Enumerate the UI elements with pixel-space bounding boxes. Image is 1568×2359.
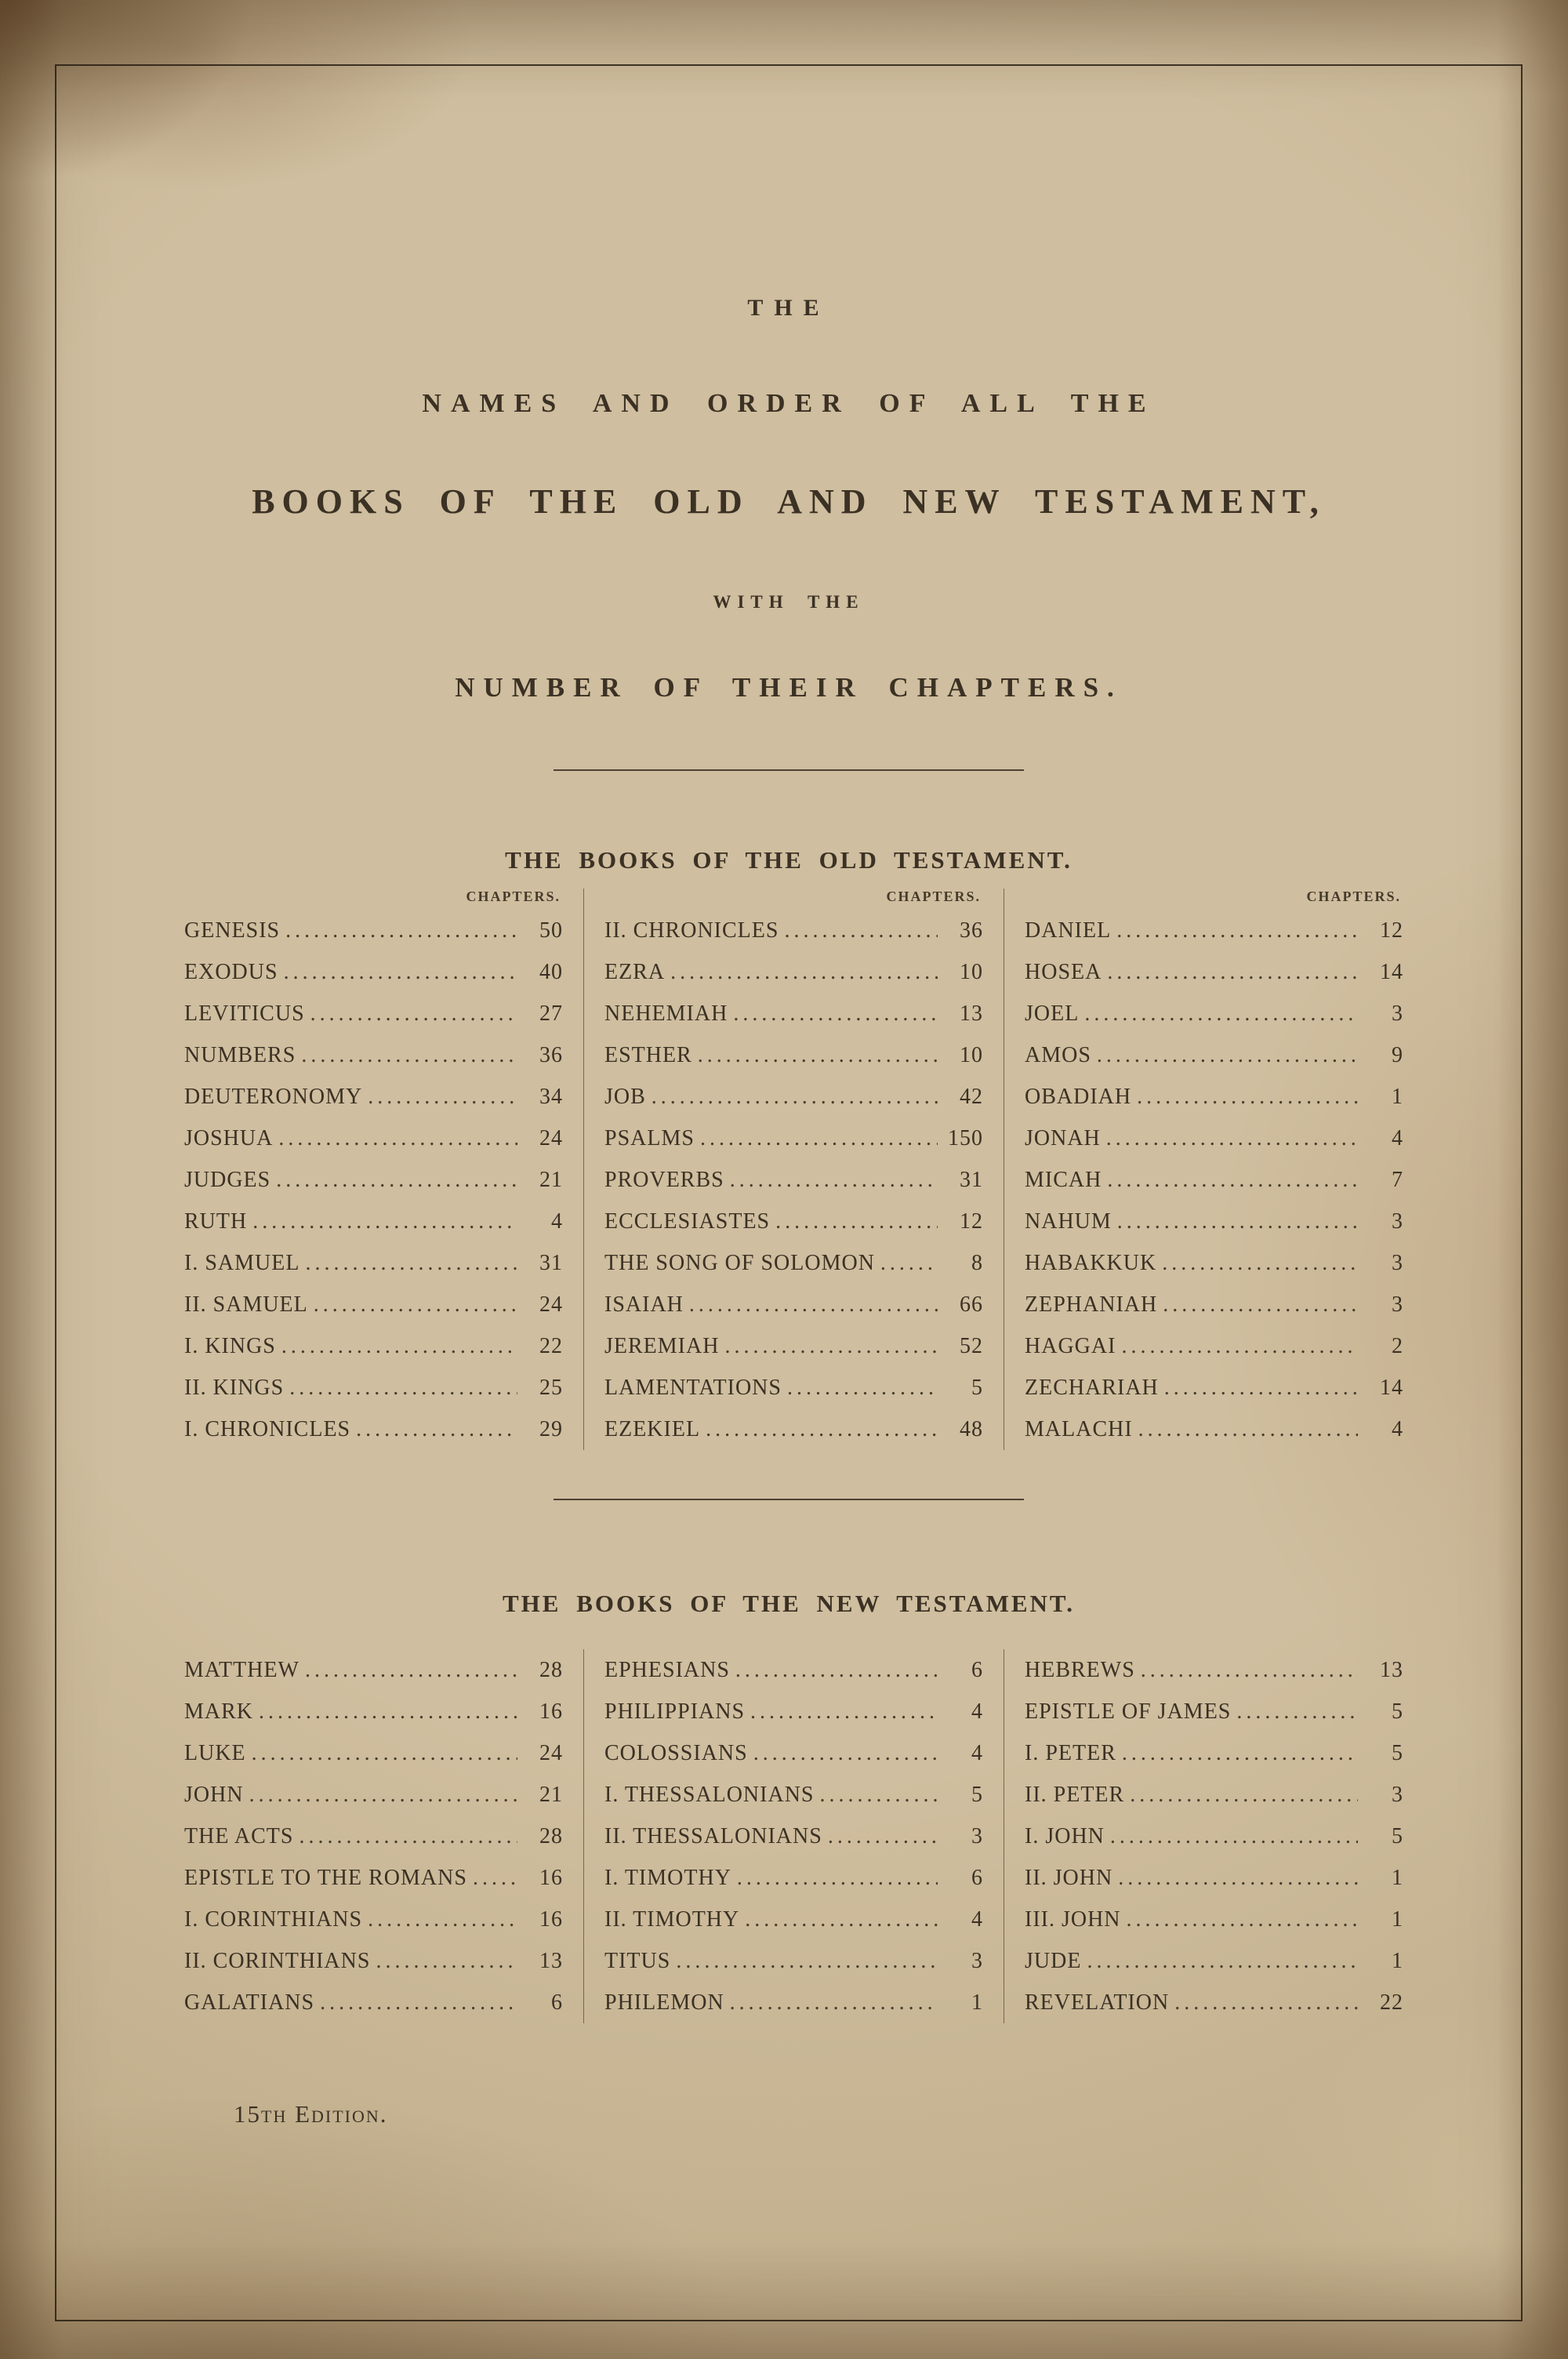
chapter-count: 22 (1380, 1990, 1403, 2015)
book-entry (1025, 1899, 1403, 1940)
dot-leader (1162, 1242, 1358, 1284)
dot-leader (1084, 993, 1358, 1034)
chapter-count: 10 (960, 960, 983, 984)
ot-column-1 (184, 889, 583, 1450)
book-name: LUKE (184, 1741, 246, 1765)
dot-leader (733, 993, 938, 1034)
dot-leader (259, 1691, 517, 1732)
title-line-names: NAMES AND ORDER OF ALL THE (422, 389, 1156, 418)
chapter-count: 5 (971, 1783, 983, 1807)
book-entry (604, 1076, 983, 1118)
new-testament-heading: THE BOOKS OF THE NEW TESTAMENT. (502, 1590, 1076, 1617)
dot-leader (252, 1201, 517, 1242)
new-testament-table (184, 1649, 1403, 2023)
chapter-count: 6 (971, 1866, 983, 1890)
book-name: NAHUM (1025, 1209, 1112, 1234)
book-entry (1025, 993, 1403, 1034)
book-entry (1025, 1284, 1403, 1325)
book-name: COLOSSIANS (604, 1741, 748, 1765)
dot-leader (775, 1201, 938, 1242)
book-entry (1025, 1774, 1403, 1816)
book-name: MATTHEW (184, 1658, 299, 1682)
book-name: II. THESSALONIANS (604, 1824, 822, 1848)
divider-rule-middle (554, 1499, 1024, 1500)
book-entry (184, 1159, 563, 1201)
book-entry (604, 1242, 983, 1284)
dot-leader (1110, 1816, 1358, 1857)
book-entry (184, 910, 563, 951)
book-name: MALACHI (1025, 1417, 1133, 1441)
dot-leader (670, 951, 938, 993)
book-entry (604, 993, 983, 1034)
book-entry (1025, 1857, 1403, 1899)
dot-leader (1121, 1325, 1358, 1367)
book-name: MICAH (1025, 1168, 1102, 1192)
chapter-count: 36 (539, 1043, 563, 1067)
ot-book-list-3 (1025, 910, 1403, 1450)
dot-leader (1127, 1899, 1358, 1940)
chapter-count: 4 (971, 1741, 983, 1765)
book-entry (604, 1034, 983, 1076)
chapter-count: 21 (539, 1168, 563, 1192)
chapter-count: 3 (971, 1824, 983, 1848)
chapter-count: 14 (1380, 1376, 1403, 1400)
book-entry (184, 1034, 563, 1076)
book-entry (604, 1325, 983, 1367)
dot-leader (750, 1691, 938, 1732)
nt-column-3 (1004, 1649, 1403, 2023)
book-name: II. KINGS (184, 1376, 285, 1400)
dot-leader (284, 951, 517, 993)
nt-book-list-3 (1025, 1649, 1403, 2023)
dot-leader (376, 1940, 517, 1982)
book-name: AMOS (1025, 1043, 1091, 1067)
book-name: I. TIMOTHY (604, 1866, 731, 1890)
book-name: RUTH (184, 1209, 248, 1234)
book-entry (604, 1940, 983, 1982)
book-entry (604, 1732, 983, 1774)
book-entry (604, 1159, 983, 1201)
book-entry (184, 1691, 563, 1732)
book-name: ECCLESIASTES (604, 1209, 771, 1234)
dot-leader (700, 1118, 938, 1159)
nt-column-2 (583, 1649, 1004, 2023)
chapter-count: 28 (539, 1824, 563, 1848)
book-entry (184, 1118, 563, 1159)
chapter-count: 6 (971, 1658, 983, 1682)
book-entry (604, 1649, 983, 1691)
dot-leader (1138, 1408, 1358, 1450)
chapter-count: 52 (960, 1334, 983, 1358)
chapter-count: 3 (1392, 1783, 1403, 1807)
book-entry (1025, 1691, 1403, 1732)
dot-leader (1117, 1201, 1358, 1242)
chapter-count: 9 (1392, 1043, 1403, 1067)
book-name: LEVITICUS (184, 1001, 305, 1026)
dot-leader (735, 1649, 938, 1691)
book-name: DEUTERONOMY (184, 1085, 363, 1109)
book-name: PROVERBS (604, 1168, 724, 1192)
dot-leader (252, 1732, 517, 1774)
title-line-the: THE (747, 295, 830, 321)
dot-leader (706, 1408, 938, 1450)
book-name: HEBREWS (1025, 1658, 1135, 1682)
dot-leader (698, 1034, 938, 1076)
dot-leader (1141, 1649, 1358, 1691)
book-entry (184, 1408, 563, 1450)
book-entry (1025, 1732, 1403, 1774)
chapter-count: 5 (1392, 1824, 1403, 1848)
book-entry (1025, 1408, 1403, 1450)
chapter-count: 1 (1392, 1866, 1403, 1890)
book-entry (604, 951, 983, 993)
chapter-count: 3 (1392, 1001, 1403, 1026)
book-name: EPISTLE TO THE ROMANS (184, 1866, 467, 1890)
title-line-books: BOOKS OF THE OLD AND NEW TESTAMENT, (252, 482, 1326, 521)
dot-leader (1118, 1857, 1358, 1899)
book-name: II. TIMOTHY (604, 1907, 740, 1932)
dot-leader (820, 1774, 938, 1816)
chapter-count: 12 (960, 1209, 983, 1234)
chapter-count: 24 (539, 1126, 563, 1150)
chapter-count: 16 (539, 1907, 563, 1932)
dot-leader (730, 1159, 938, 1201)
book-entry (184, 1325, 563, 1367)
chapter-count: 4 (1392, 1126, 1403, 1150)
book-entry (184, 1940, 563, 1982)
chapter-count: 16 (539, 1699, 563, 1724)
dot-leader (281, 1325, 517, 1367)
book-entry (604, 1367, 983, 1408)
title-line-chapters: NUMBER OF THEIR CHAPTERS. (455, 672, 1123, 703)
book-name: GALATIANS (184, 1990, 315, 2015)
book-name: ZECHARIAH (1025, 1376, 1159, 1400)
book-entry (184, 1201, 563, 1242)
book-name: GENESIS (184, 918, 281, 943)
book-entry (184, 1284, 563, 1325)
book-entry (184, 1649, 563, 1691)
book-name: NEHEMIAH (604, 1001, 728, 1026)
book-name: REVELATION (1025, 1990, 1170, 2015)
book-name: ESTHER (604, 1043, 692, 1067)
chapter-count: 1 (1392, 1949, 1403, 1973)
chapter-count: 21 (539, 1783, 563, 1807)
dot-leader (689, 1284, 938, 1325)
chapter-count: 4 (971, 1699, 983, 1724)
dot-leader (356, 1408, 517, 1450)
title-line-with-the: WITH THE (713, 592, 865, 612)
chapter-count: 24 (539, 1741, 563, 1765)
chapter-count: 8 (971, 1251, 983, 1275)
old-testament-table (184, 889, 1403, 1450)
book-entry (1025, 1159, 1403, 1201)
dot-leader (1236, 1691, 1358, 1732)
dot-leader (1122, 1732, 1358, 1774)
book-name: JOHN (184, 1783, 244, 1807)
dot-leader (320, 1982, 517, 2023)
book-entry (184, 1816, 563, 1857)
chapters-column-header: CHAPTERS. (466, 889, 561, 904)
book-name: JUDGES (184, 1168, 271, 1192)
chapter-count: 31 (960, 1168, 983, 1192)
book-name: JUDE (1025, 1949, 1082, 1973)
dot-leader (787, 1367, 938, 1408)
chapter-count: 4 (971, 1907, 983, 1932)
dot-leader (368, 1076, 517, 1118)
chapter-count: 3 (1392, 1292, 1403, 1317)
book-name: HABAKKUK (1025, 1251, 1157, 1275)
book-name: II. JOHN (1025, 1866, 1113, 1890)
book-entry (184, 1076, 563, 1118)
book-name: TITUS (604, 1949, 671, 1973)
chapter-count: 50 (539, 918, 563, 943)
book-name: JOSHUA (184, 1126, 274, 1150)
book-name: EPISTLE OF JAMES (1025, 1699, 1232, 1724)
chapter-count: 34 (539, 1085, 563, 1109)
ot-column-3 (1004, 889, 1403, 1450)
book-name: III. JOHN (1025, 1907, 1121, 1932)
ot-book-list-1 (184, 910, 563, 1450)
book-name: ZEPHANIAH (1025, 1292, 1158, 1317)
chapter-count: 4 (551, 1209, 563, 1234)
dot-leader (753, 1732, 938, 1774)
book-name: JOEL (1025, 1001, 1080, 1026)
book-name: I. SAMUEL (184, 1251, 300, 1275)
book-entry (604, 1408, 983, 1450)
book-entry (1025, 1982, 1403, 2023)
edition-note: 15th Edition. (234, 2100, 388, 2128)
book-name: JEREMIAH (604, 1334, 720, 1358)
chapter-count: 24 (539, 1292, 563, 1317)
page-content (56, 66, 1521, 2128)
book-name: EZEKIEL (604, 1417, 701, 1441)
chapter-count: 13 (960, 1001, 983, 1026)
page-border-frame (55, 64, 1523, 2321)
book-entry (184, 951, 563, 993)
chapter-count: 5 (971, 1376, 983, 1400)
book-name: ISAIAH (604, 1292, 684, 1317)
chapter-count: 5 (1392, 1741, 1403, 1765)
dot-leader (676, 1940, 938, 1982)
dot-leader (301, 1034, 517, 1076)
book-entry (184, 1732, 563, 1774)
dot-leader (737, 1857, 938, 1899)
dot-leader (730, 1982, 938, 2023)
dot-leader (652, 1076, 938, 1118)
book-name: MARK (184, 1699, 254, 1724)
book-entry (604, 1118, 983, 1159)
dot-leader (1163, 1284, 1358, 1325)
book-name: EXODUS (184, 960, 278, 984)
book-name: I. PETER (1025, 1741, 1116, 1765)
chapter-count: 3 (1392, 1209, 1403, 1234)
dot-leader (784, 910, 938, 951)
book-name: DANIEL (1025, 918, 1112, 943)
book-name: I. THESSALONIANS (604, 1783, 815, 1807)
chapter-count: 5 (1392, 1699, 1403, 1724)
book-entry (1025, 1325, 1403, 1367)
book-name: II. CORINTHIANS (184, 1949, 371, 1973)
book-entry (604, 1816, 983, 1857)
chapter-count: 12 (1380, 918, 1403, 943)
divider-rule-top (554, 769, 1024, 771)
dot-leader (1106, 1118, 1358, 1159)
chapter-count: 27 (539, 1001, 563, 1026)
dot-leader (473, 1857, 517, 1899)
book-name: EPHESIANS (604, 1658, 730, 1682)
chapter-count: 1 (971, 1990, 983, 2015)
book-entry (1025, 1816, 1403, 1857)
book-name: OBADIAH (1025, 1085, 1132, 1109)
chapter-count: 13 (1380, 1658, 1403, 1682)
chapter-count: 25 (539, 1376, 563, 1400)
dot-leader (1164, 1367, 1358, 1408)
book-entry (184, 1774, 563, 1816)
book-name: NUMBERS (184, 1043, 296, 1067)
dot-leader (249, 1774, 517, 1816)
dot-leader (745, 1899, 938, 1940)
book-entry (184, 1982, 563, 2023)
chapter-count: 150 (948, 1126, 983, 1150)
book-entry (1025, 1201, 1403, 1242)
chapter-count: 3 (971, 1949, 983, 1973)
book-entry (184, 993, 563, 1034)
book-entry (604, 1691, 983, 1732)
book-entry (184, 1857, 563, 1899)
chapters-column-header: CHAPTERS. (886, 889, 981, 904)
book-entry (1025, 951, 1403, 993)
book-entry (184, 1242, 563, 1284)
chapter-count: 14 (1380, 960, 1403, 984)
book-entry (604, 1774, 983, 1816)
dot-leader (1174, 1982, 1358, 2023)
dot-leader (724, 1325, 938, 1367)
book-entry (1025, 1034, 1403, 1076)
chapter-count: 4 (1392, 1417, 1403, 1441)
book-name: II. SAMUEL (184, 1292, 308, 1317)
book-name: II. PETER (1025, 1783, 1125, 1807)
book-name: HAGGAI (1025, 1334, 1116, 1358)
dot-leader (1087, 1940, 1358, 1982)
dot-leader (1107, 951, 1358, 993)
dot-leader (1130, 1774, 1358, 1816)
book-name: EZRA (604, 960, 666, 984)
chapter-count: 28 (539, 1658, 563, 1682)
dot-leader (299, 1816, 517, 1857)
dot-leader (285, 910, 517, 951)
book-entry (604, 1982, 983, 2023)
book-entry (1025, 1367, 1403, 1408)
book-name: JOB (604, 1085, 646, 1109)
chapter-count: 29 (539, 1417, 563, 1441)
dot-leader (276, 1159, 517, 1201)
ot-column-2 (583, 889, 1004, 1450)
chapter-count: 48 (960, 1417, 983, 1441)
book-name: LAMENTATIONS (604, 1376, 782, 1400)
chapter-count: 6 (551, 1990, 563, 2015)
nt-column-1 (184, 1649, 583, 2023)
dot-leader (880, 1242, 938, 1284)
chapter-count: 42 (960, 1085, 983, 1109)
book-name: I. CHRONICLES (184, 1417, 351, 1441)
chapter-count: 16 (539, 1866, 563, 1890)
dot-leader (278, 1118, 517, 1159)
book-entry (184, 1899, 563, 1940)
book-entry (604, 1899, 983, 1940)
chapter-count: 31 (539, 1251, 563, 1275)
book-entry (604, 1284, 983, 1325)
book-entry (1025, 910, 1403, 951)
chapter-count: 1 (1392, 1907, 1403, 1932)
book-name: PHILEMON (604, 1990, 724, 2015)
chapter-count: 7 (1392, 1168, 1403, 1192)
dot-leader (310, 993, 517, 1034)
book-entry (1025, 1076, 1403, 1118)
dot-leader (289, 1367, 517, 1408)
dot-leader (305, 1242, 517, 1284)
ot-book-list-2 (604, 910, 983, 1450)
chapter-count: 22 (539, 1334, 563, 1358)
nt-book-list-2 (604, 1649, 983, 2023)
chapter-count: 40 (539, 960, 563, 984)
chapter-count: 10 (960, 1043, 983, 1067)
book-name: PSALMS (604, 1126, 695, 1150)
book-name: I. JOHN (1025, 1824, 1105, 1848)
book-name: THE ACTS (184, 1824, 294, 1848)
chapter-count: 2 (1392, 1334, 1403, 1358)
dot-leader (305, 1649, 517, 1691)
book-entry (1025, 1940, 1403, 1982)
dot-leader (314, 1284, 517, 1325)
dot-leader (1116, 910, 1358, 951)
book-entry (604, 1201, 983, 1242)
book-name: THE SONG OF SOLOMON (604, 1251, 875, 1275)
chapters-column-header: CHAPTERS. (1306, 889, 1401, 904)
book-name: II. CHRONICLES (604, 918, 779, 943)
chapter-count: 13 (539, 1949, 563, 1973)
book-name: PHILIPPIANS (604, 1699, 746, 1724)
nt-book-list-1 (184, 1649, 563, 2023)
chapter-count: 3 (1392, 1251, 1403, 1275)
book-name: I. CORINTHIANS (184, 1907, 363, 1932)
dot-leader (1107, 1159, 1358, 1201)
chapter-count: 36 (960, 918, 983, 943)
book-entry (604, 1857, 983, 1899)
book-name: I. KINGS (184, 1334, 276, 1358)
book-entry (604, 910, 983, 951)
dot-leader (368, 1899, 517, 1940)
book-entry (1025, 1649, 1403, 1691)
dot-leader (1097, 1034, 1358, 1076)
dot-leader (828, 1816, 938, 1857)
book-name: JONAH (1025, 1126, 1101, 1150)
book-entry (1025, 1242, 1403, 1284)
book-name: HOSEA (1025, 960, 1102, 984)
book-entry (1025, 1118, 1403, 1159)
chapter-count: 1 (1392, 1085, 1403, 1109)
chapter-count: 66 (960, 1292, 983, 1317)
dot-leader (1137, 1076, 1358, 1118)
old-testament-heading: THE BOOKS OF THE OLD TESTAMENT. (505, 846, 1073, 874)
book-entry (184, 1367, 563, 1408)
